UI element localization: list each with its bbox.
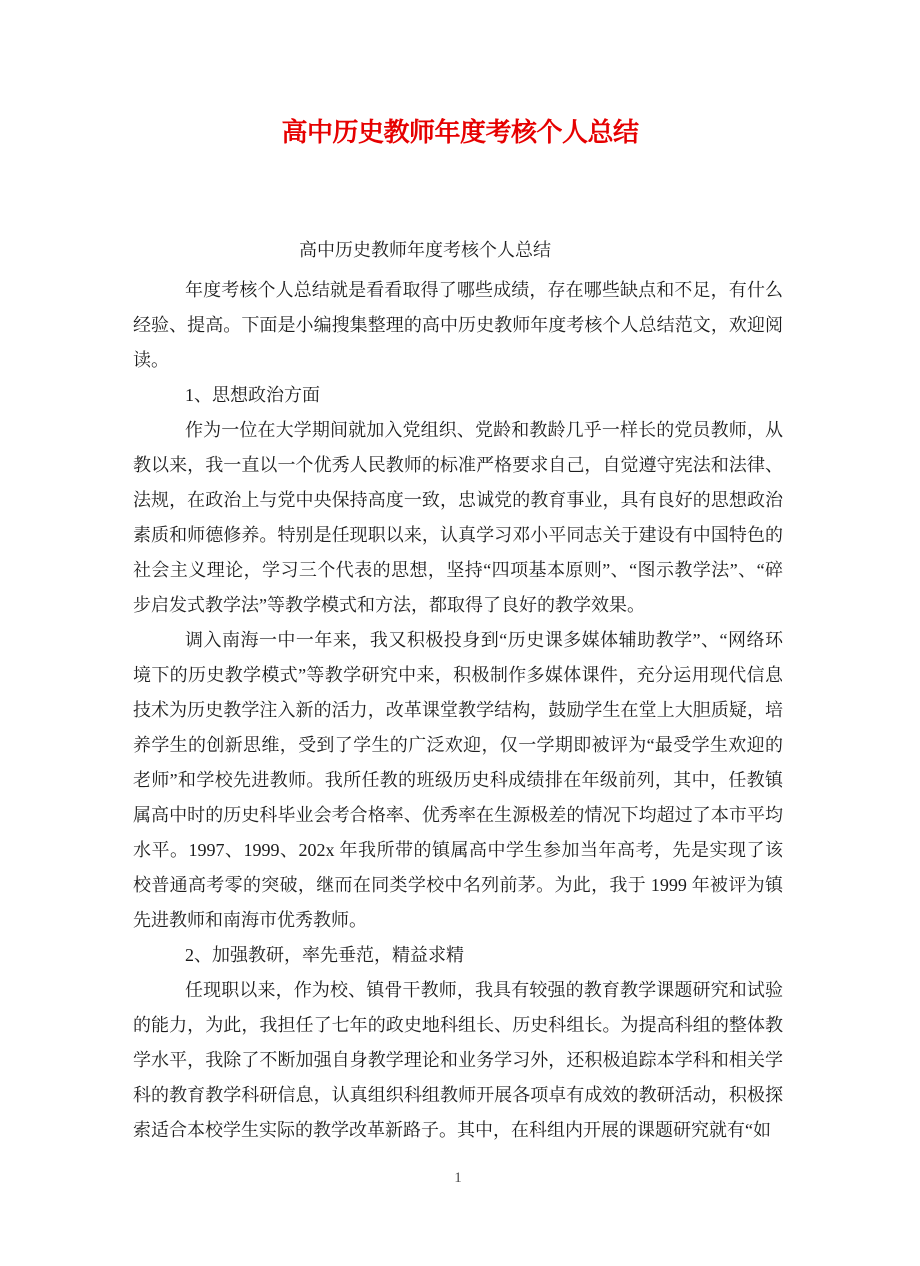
document-subtitle: 高中历史教师年度考核个人总结 — [299, 240, 551, 260]
paragraph: 调入南海一中一年来，我又积极投身到“历史课多媒体辅助教学”、“网络环境下的历史教学模式”等教学研究中来，积极制作多媒体课件，充分运用现代信息技术为历史教学注入新的活力，改革课堂教学结构，鼓励学生在堂上大胆质疑，培养学生的创新思维，受到了学生的广泛欢迎，仅一学期即被评为“最受学生欢迎的老师”和学校先进教师。我所任教的班级历史科成绩排在年级前列，其中，任教镇属高中时的历史科毕业会考合格率、优秀率在生源极差的情况下均超过了本市平均水平。1997、1999、202x 年我所带的镇属高中学生参加当年高考，先是实现了该校普通高考零的突破，继而在同类学校中名列前茅。为此，我于 1999 年被评为镇先进教师和南海市优秀教师。 — [133, 630, 783, 930]
paragraph: 年度考核个人总结就是看看取得了哪些成绩，存在哪些缺点和不足，有什么经验、提高。下面是小编搜集整理的高中历史教师年度考核个人总结范文，欢迎阅读。 — [133, 280, 783, 370]
document-title: 高中历史教师年度考核个人总结 — [281, 118, 639, 147]
page-number: 1 — [454, 1170, 462, 1186]
section-heading: 2、加强教研，率先垂范，精益求精 — [185, 945, 464, 965]
paragraph: 任现职以来，作为校、镇骨干教师，我具有较强的教育教学课题研究和试验的能力，为此，我担任了七年的政史地科组长、历史科组长。为提高科组的整体教学水平，我除了不断加强自身教学理论和业务学习外，还积极追踪本学科和相关学科的教育教学科研信息，认真组织科组教师开展各项卓有成效的教研活动，积极探索适合本校学生实际的教学改革新路子。其中，在科组内开展的课题研究就有“如 — [133, 980, 783, 1140]
paragraph: 作为一位在大学期间就加入党组织、党龄和教龄几乎一样长的党员教师，从教以来，我一直以一个优秀人民教师的标准严格要求自己，自觉遵守宪法和法律、法规，在政治上与党中央保持高度一致，忠诚党的教育事业，具有良好的思想政治素质和师德修养。特别是任现职以来，认真学习邓小平同志关于建设有中国特色的社会主义理论，学习三个代表的思想，坚持“四项基本原则”、“图示教学法”、“碎步启发式教学法”等教学模式和方法，都取得了良好的教学效果。 — [133, 420, 783, 615]
document-body — [133, 273, 783, 1148]
section-heading: 1、思想政治方面 — [185, 385, 320, 405]
